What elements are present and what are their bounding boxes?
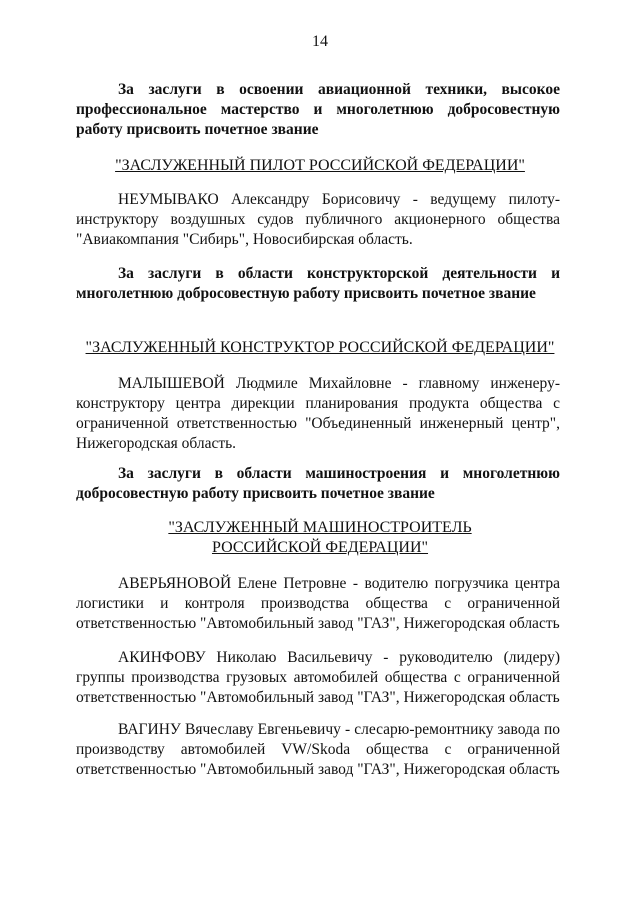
award-title	[60, 518, 580, 558]
award-title	[60, 156, 580, 176]
recipient-entry: НЕУМЫВАКО Александру Борисовичу - ведущему пилоту-инструктору воздушных судов публичного акционерного общества "Авиакомпания "Сибирь", Новосибирская область.	[76, 191, 560, 248]
section-intro: За заслуги в области конструкторской деятельности и многолетнюю добросовестную работу присвоить почетное звание	[76, 265, 560, 302]
page-number: 14	[312, 33, 328, 50]
recipient-entry: АКИНФОВУ Николаю Васильевичу - руководителю (лидеру) группы производства грузовых автомобилей общества с ограниченной ответственностью "Автомобильный завод "ГАЗ", Нижегородская область	[76, 649, 560, 706]
recipient-entry: МАЛЫШЕВОЙ Людмиле Михайловне - главному инженеру-конструктору центра дирекции планирования продукта общества с ограниченной ответственностью "Объединенный инженерный центр", Нижегородская область.	[76, 375, 560, 452]
section-intro: За заслуги в области машиностроения и многолетнюю добросовестную работу присвоить почетное звание	[76, 465, 560, 502]
award-title-line: "ЗАСЛУЖЕННЫЙ КОНСТРУКТОР РОССИЙСКОЙ ФЕДЕРАЦИИ"	[85, 339, 555, 356]
section-intro: За заслуги в освоении авиационной техники, высокое профессиональное мастерство и многолетнюю добросовестную работу присвоить почетное звание	[76, 81, 560, 138]
recipient-entry: ВАГИНУ Вячеславу Евгеньевичу - слесарю-ремонтнику завода по производству автомобилей VW/Skoda общества с ограниченной ответственностью "Автомобильный завод "ГАЗ", Нижегородская область	[76, 721, 560, 778]
award-title-line: РОССИЙСКОЙ ФЕДЕРАЦИИ"	[211, 539, 429, 556]
award-title-line: "ЗАСЛУЖЕННЫЙ ПИЛОТ РОССИЙСКОЙ ФЕДЕРАЦИИ"	[115, 157, 525, 174]
award-title	[60, 338, 580, 358]
award-title-line: "ЗАСЛУЖЕННЫЙ МАШИНОСТРОИТЕЛЬ	[168, 519, 472, 536]
recipient-entry: АВЕРЬЯНОВОЙ Елене Петровне - водителю погрузчика центра логистики и контроля производства общества с ограниченной ответственностью "Автомобильный завод "ГАЗ", Нижегородская область	[76, 575, 560, 632]
